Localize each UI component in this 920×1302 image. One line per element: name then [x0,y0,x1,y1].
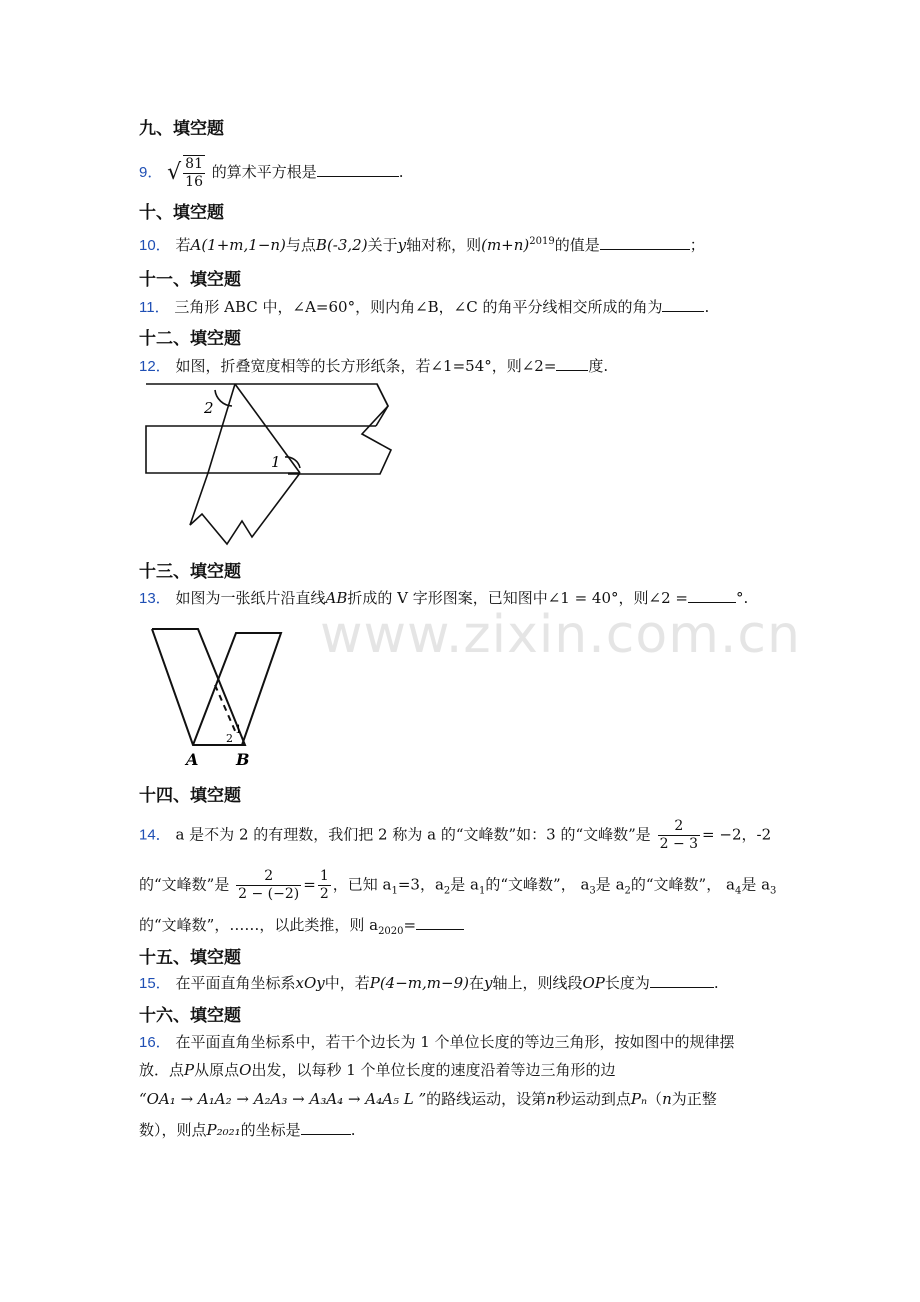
var-p: P [184,1061,195,1079]
question-number: 10． [139,237,171,254]
answer-blank[interactable] [317,162,399,177]
question-10 [139,231,705,257]
text: a 是不为 2 的有理数，我们把 2 称为 a 的“文峰数”如：3 的“文峰数”是 [175,825,651,844]
var-y: y [397,236,407,254]
section-heading-15: 十五、填空题 [139,948,241,968]
text: 在平面直角坐标系中，若干个边长为 1 个单位长度的等边三角形，按如图中的规律摆 [175,1033,735,1051]
sqrt-sign: √ [167,160,182,185]
section-heading-13: 十三、填空题 [139,562,241,582]
question-text: 三角形 ABC 中，∠A=60°，则内角∠B，∠C 的角平分线相交所成的角为 [174,298,663,316]
question-number: 9． [139,164,163,181]
question-14-line-3 [139,914,464,943]
text: 为正整 [671,1090,717,1108]
var-n: n [662,1090,672,1108]
point-label-a: A [186,750,199,769]
strip-outline [146,426,376,473]
question-number: 12． [139,358,171,375]
var-y: y [484,974,493,992]
hidden-edge [215,685,236,733]
text: 中，若 [324,974,370,992]
angle-label-2: 2 [204,399,214,417]
fraction [318,868,331,903]
text: 是 a [595,875,625,894]
punctuation: . [713,974,719,992]
answer-blank[interactable] [416,915,464,930]
var-n: n [546,1090,556,1108]
numerator: 1 [319,868,329,884]
var-p2021: P₂₀₂₁ [206,1121,241,1139]
punctuation: °. [736,589,749,607]
denominator: 16 [185,174,203,190]
text: 的“文峰数”是 [139,875,230,894]
section-heading-9: 九、填空题 [139,119,224,139]
text: 若 [175,236,191,254]
text: 是 a [450,875,479,894]
punctuation: ； [689,236,705,254]
watermark: www.zixin.com.cn [320,605,801,665]
text: = [403,916,417,934]
question-16-line-4 [139,1119,355,1141]
equals: = [303,875,316,894]
text: 关于 [367,236,398,254]
punctuation: . [350,1121,356,1139]
route-expression: “OA₁ → A₁A₂ → A₂A₃ → A₃A₄ → A₄A₅ L ” [139,1090,427,1108]
subscript: 1 [391,885,398,897]
section-heading-12: 十二、填空题 [139,329,241,349]
text: 轴对称，则 [406,236,482,254]
text: =3，a [397,875,444,894]
answer-blank[interactable] [600,235,690,250]
text: 折成的 V 字形图案，已知图中 [347,589,548,607]
v-shape-figure [148,625,288,770]
text: ，则 [618,589,649,607]
question-number: 15． [139,975,171,992]
denominator: 2 − (−2) [238,886,300,902]
section-heading-16: 十六、填空题 [139,1006,241,1026]
text: 的路线运动，设第 [426,1090,547,1108]
fraction [658,818,700,853]
question-14-line-1 [139,818,771,853]
segment-op: OP [582,974,605,992]
denominator: 2 − 3 [659,836,699,852]
text: 的“文峰数”， a [485,875,590,894]
text: ，-2 [741,825,772,844]
unit-text: 度. [588,357,609,375]
subscript: 4 [734,885,742,897]
subscript: 1 [478,885,486,897]
subscript: 2 [443,885,451,897]
text: 在平面直角坐标系 [175,974,296,992]
result: = −2 [702,825,742,844]
punctuation: . [704,298,710,316]
exponent: 2019 [529,236,555,247]
answer-blank[interactable] [688,588,736,603]
var-xoy: xOy [295,974,325,992]
subscript: 3 [589,885,596,897]
text: 轴上，则线段 [492,974,583,992]
section-heading-11: 十一、填空题 [139,270,241,290]
question-16-line-3 [139,1088,717,1110]
radicand-fraction [183,155,205,191]
angle-1: ∠1 = 40° [547,589,619,607]
folded-strip-figure [140,378,400,548]
folded-part [190,473,300,544]
line-ab: AB [325,589,348,607]
strip-top [146,384,388,426]
fraction [236,868,301,903]
text: 的值是 [554,236,600,254]
text: 与点 [285,236,316,254]
angle-label-1: 1 [271,453,281,471]
answer-blank[interactable] [556,356,588,371]
answer-blank[interactable] [662,297,704,312]
question-9 [139,155,404,191]
angle-2: ∠2 = [648,589,688,607]
numerator: 2 [658,818,700,836]
question-14-line-2 [139,868,776,903]
angle-label-2: 2 [226,732,233,745]
punctuation: . [398,163,404,181]
angle-label-1: 1 [235,723,242,736]
text: 是 a [741,875,771,894]
answer-blank[interactable] [301,1120,351,1135]
point-p: P(4−m,m−9) [369,974,469,992]
strip-jag [288,384,391,474]
text: 数），则点 [139,1121,207,1139]
var-pn: Pₙ [630,1090,648,1108]
question-text: 如图，折叠宽度相等的长方形纸条，若∠1=54°，则∠2= [175,357,557,375]
point-label-b: B [236,750,250,769]
fold-line [235,384,300,473]
question-15 [139,972,719,995]
point-b: B(-3,2) [315,236,368,254]
question-number: 14． [139,826,171,844]
text: 的“文峰数”， a [630,875,735,894]
section-heading-10: 十、填空题 [139,203,224,223]
text: 的“文峰数”，……，以此类推，则 a [139,916,379,934]
subscript: 3 [770,885,777,897]
expression: (m+n) [481,236,530,254]
question-12 [139,355,608,378]
text: （ [647,1090,663,1108]
text: ，已知 a [332,875,392,894]
question-16-line-2 [139,1059,616,1081]
denominator: 2 [319,886,329,902]
subscript: 2020 [378,926,404,937]
text: 出发，以每秒 1 个单位长度的速度沿着等边三角形的边 [251,1061,616,1079]
question-11 [139,296,709,319]
question-number: 16． [139,1034,171,1051]
point-a: A(1+m,1−n) [190,236,286,254]
var-o: O [239,1061,252,1079]
strip-edge [208,384,235,473]
text: 如图为一张纸片沿直线 [175,589,326,607]
text: 在 [468,974,484,992]
numerator: 81 [185,156,203,172]
question-16-line-1 [139,1031,735,1054]
text: 秒运动到点 [555,1090,631,1108]
question-number: 13． [139,590,171,607]
text: 的坐标是 [240,1121,301,1139]
section-heading-14: 十四、填空题 [139,786,241,806]
question-number: 11． [139,299,170,316]
answer-blank[interactable] [650,973,714,988]
text: 放．点 [139,1061,185,1079]
subscript: 2 [624,885,631,897]
question-text: 的算术平方根是 [211,163,317,181]
text: 从原点 [194,1061,240,1079]
text: 长度为 [604,974,650,992]
numerator: 2 [236,868,301,886]
